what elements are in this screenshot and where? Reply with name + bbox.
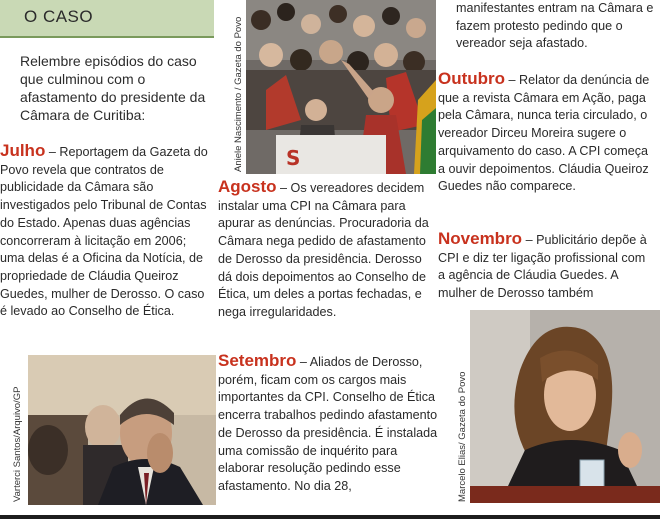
- photo-protest-image: [246, 0, 436, 174]
- photo-protest: [246, 0, 436, 174]
- month-label: Julho: [0, 141, 46, 160]
- entry-outubro: [438, 70, 654, 196]
- bottom-rule: [0, 515, 660, 519]
- entry-text: – Os vereadores decidem instalar uma CPI na Câmara para apurar as denúncias. Procuradoria da Câmara nega pedido de afastamento de Derosso da presidência. Derosso dá dois depoimentos ao Conselho de Ética, um deles a portas fechadas, e nega irregularidades.: [218, 181, 429, 319]
- section-header: [0, 0, 214, 36]
- entry-text: – Aliados de Derosso, porém, ficam com os cargos mais importantes da CPI. Conselho de Ética encerra trabalhos pedindo afastamento de Derosso da presidência. É instalada uma comissão de inquérito para elaborar resolução pedindo esse afastamento. No dia 28,: [218, 355, 438, 493]
- entry-setembro: [218, 352, 438, 496]
- entry-text: – Reportagem da Gazeta do Povo revela que contratos de publicidade da Câmara são investigados pelo Tribunal de Contas do Estado. Apenas duas agências concorreram à licitação em 2006; uma delas é a Oficina da Notícia, de propriedade de Cláudia Queiroz Guedes, mulher de Derosso. O caso é levado ao Conselho de Ética.: [0, 145, 208, 319]
- entry-agosto: [218, 178, 438, 322]
- photo-credit-man: Varterci Santos/Arquivo/GP: [12, 386, 23, 502]
- section-title: O CASO: [24, 7, 94, 26]
- month-label: Setembro: [218, 351, 297, 370]
- entry-continued: manifestantes entram na Câmara e fazem protesto pedindo que o vereador seja afastado.: [456, 1, 654, 51]
- photo-credit-protest: Aniele Nascimento / Gazeta do Povo: [233, 16, 244, 172]
- entry-text: – Publicitário depõe à CPI e diz ter ligação profissional com a agência de Cláudia Guedes. A mulher de Derosso também: [438, 233, 647, 301]
- photo-man: [28, 355, 216, 505]
- photo-woman: [470, 310, 660, 503]
- photo-credit-woman: Marcelo Elias/ Gazeta do Povo: [457, 371, 468, 502]
- entry-text: – Relator da denúncia de que a revista Câmara em Ação, paga pela Câmara, nunca teria circulado, o vereador Dirceu Moreira sugere o arquivamento do caso. A CPI começa a ouvir depoimentos. Cláudia Queiroz Guedes não comparece.: [438, 73, 650, 194]
- svg-text:S: S: [286, 146, 301, 170]
- entry-novembro: [438, 230, 654, 303]
- entry-julho: [0, 142, 212, 321]
- intro-text: Relembre episódios do caso que culminou com o afastamento do presidente da Câmara de Curitiba:: [20, 53, 206, 123]
- month-label: Novembro: [438, 229, 523, 248]
- photo-man-image: [28, 355, 216, 505]
- month-label: Outubro: [438, 69, 506, 88]
- month-label: Agosto: [218, 177, 277, 196]
- photo-woman-image: [470, 310, 660, 503]
- header-rule: [0, 36, 214, 38]
